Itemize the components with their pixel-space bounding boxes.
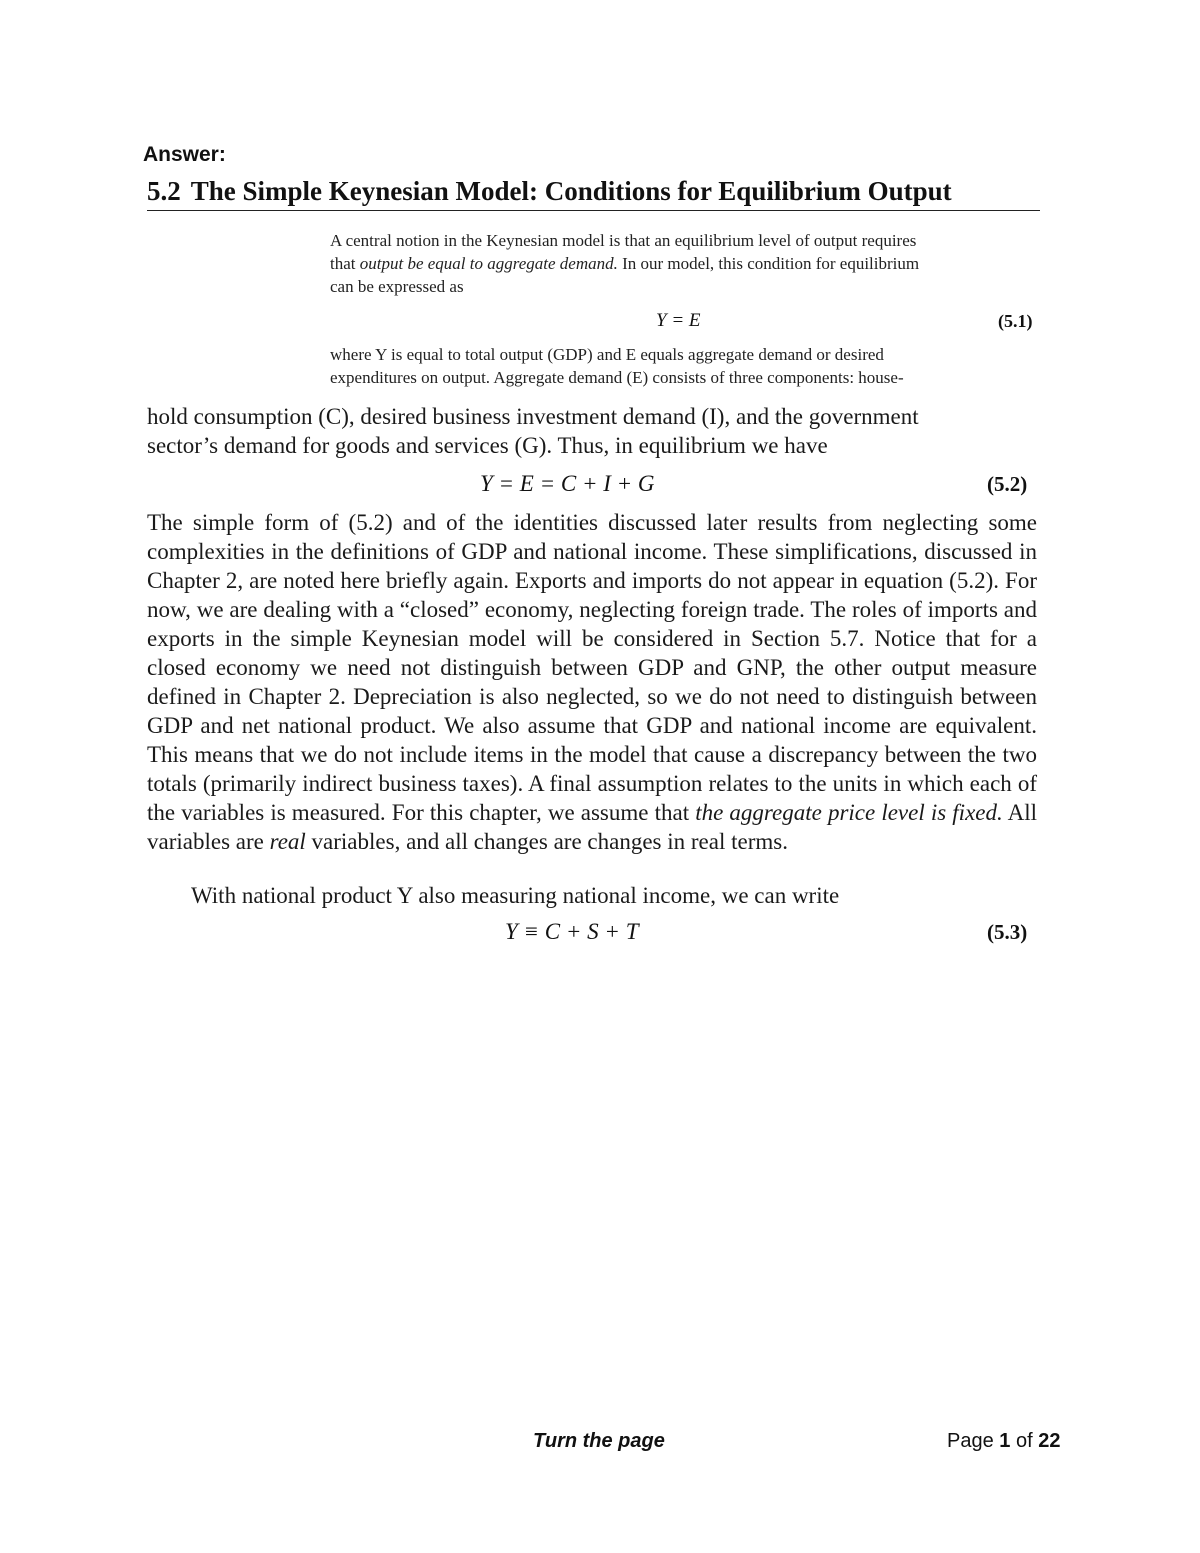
- intro-line-3: can be expressed as: [330, 277, 464, 296]
- equation-number-5-1: (5.1): [998, 311, 1033, 331]
- intro-line-2: [330, 252, 1040, 275]
- equation-number-5-3: (5.3): [987, 920, 1028, 944]
- continuation-line-1: hold consumption (C), desired business investment demand (I), and the government: [147, 404, 919, 429]
- page-number: [947, 1430, 1060, 1453]
- last-paragraph-text: With national product Y also measuring national income, we can write: [191, 883, 840, 908]
- body-text: variables, and all changes are changes in real terms.: [305, 829, 788, 854]
- equation-number-5-2: (5.2): [987, 472, 1028, 496]
- continuation-line-2: sector’s demand for goods and services (G). Thus, in equilibrium we have: [147, 433, 828, 458]
- body-emphasis: the aggregate price level is fixed.: [695, 800, 1003, 825]
- intro-text: that: [330, 254, 360, 273]
- section-title: The Simple Keynesian Model: Conditions for Equilibrium Output: [190, 176, 952, 206]
- intro-line-1: A central notion in the Keynesian model is that an equilibrium level of output requires: [330, 231, 917, 250]
- equation-5-3: Y ≡ C + S + T: [505, 919, 639, 944]
- intro-text: In our model, this condition for equilibrium: [617, 254, 920, 273]
- intro-emphasis: output be equal to aggregate demand.: [359, 254, 618, 273]
- turn-the-page-label: Turn the page: [533, 1430, 665, 1452]
- intro-paragraph: [330, 229, 1040, 298]
- body-emphasis: real: [269, 829, 306, 854]
- body-text: All variables are: [147, 800, 1037, 854]
- section-heading: [147, 176, 1040, 211]
- body-text: The simple form of (5.2) and of the identities discussed later results from neglecting some complexities in the definitions of GDP and national income. These simplifications, discussed in Chapter 2, are noted here briefly again. Exports and imports do not appear in equation (5.2). For now, we are dealing with a “closed” economy, neglecting foreign trade. The roles of imports and exports in the simple Keynesian model will be considered in Section 5.7. Notice that for a closed economy we need not distinguish between GDP and GNP, the other output measure defined in Chapter 2. Depreciation is also neglected, so we do not need to distinguish between GDP and net national product. We also assume that GDP and national income are equivalent. This means that we do not include items in the model that cause a discrepancy between the two totals (primarily indirect business taxes). A final assumption relates to the units in which each of the variables is measured. For this chapter, we assume that: [147, 510, 1037, 825]
- where-paragraph: [330, 343, 1040, 389]
- where-line-2: expenditures on output. Aggregate demand (E) consists of three components: house-: [330, 368, 904, 387]
- equation-5-2: Y = E = C + I + G: [480, 471, 655, 496]
- body-paragraph: [147, 508, 1037, 856]
- of-word: of: [1015, 1430, 1033, 1452]
- section-number: 5.2: [147, 176, 181, 206]
- equation-5-1: Y = E: [656, 310, 701, 331]
- answer-label: Answer:: [143, 143, 226, 166]
- continuation-paragraph: [147, 402, 1037, 460]
- current-page: 1: [999, 1430, 1011, 1452]
- total-pages: 22: [1038, 1430, 1061, 1452]
- last-paragraph: [147, 881, 1037, 910]
- where-line-1: where Y is equal to total output (GDP) and E equals aggregate demand or desired: [330, 345, 884, 364]
- page-word: Page: [947, 1430, 994, 1452]
